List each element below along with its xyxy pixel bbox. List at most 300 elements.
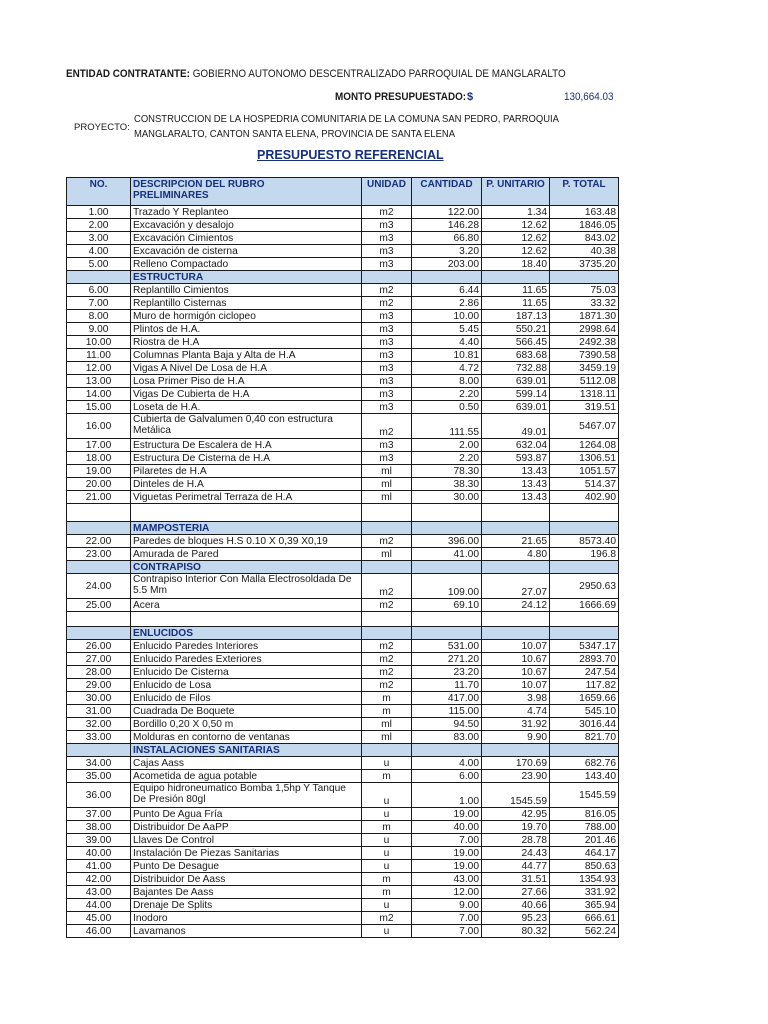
item-number: 36.00 <box>67 783 131 808</box>
item-quantity: 146.28 <box>412 219 482 232</box>
item-quantity: 1.00 <box>412 783 482 808</box>
section-cell <box>482 271 550 284</box>
item-quantity: 10.00 <box>412 310 482 323</box>
item-description: Dinteles de H.A <box>131 478 362 491</box>
item-unit: m3 <box>362 401 412 414</box>
item-number: 24.00 <box>67 574 131 599</box>
section-label: MAMPOSTERIA <box>131 522 362 535</box>
spacer-cell <box>67 504 131 522</box>
item-total: 1871.30 <box>550 310 619 323</box>
item-unit-price: 593.87 <box>482 452 550 465</box>
item-description: Columnas Planta Baja y Alta de H.A <box>131 349 362 362</box>
item-number: 38.00 <box>67 821 131 834</box>
table-row <box>67 912 619 925</box>
item-unit: ml <box>362 718 412 731</box>
item-quantity: 0.50 <box>412 401 482 414</box>
table-row <box>67 349 619 362</box>
item-quantity: 5.45 <box>412 323 482 336</box>
table-row <box>67 401 619 414</box>
item-unit: m2 <box>362 599 412 612</box>
item-unit: m3 <box>362 336 412 349</box>
item-total: 331.92 <box>550 886 619 899</box>
item-total: 1666.69 <box>550 599 619 612</box>
item-total: 464.17 <box>550 847 619 860</box>
item-unit: m2 <box>362 912 412 925</box>
item-number: 2.00 <box>67 219 131 232</box>
item-number: 4.00 <box>67 245 131 258</box>
item-unit-price: 13.43 <box>482 478 550 491</box>
entidad-line <box>66 68 621 80</box>
table-row <box>67 245 619 258</box>
item-unit: ml <box>362 465 412 478</box>
item-unit: m2 <box>362 414 412 439</box>
table-row <box>67 873 619 886</box>
item-number: 34.00 <box>67 757 131 770</box>
item-quantity: 4.40 <box>412 336 482 349</box>
item-quantity: 203.00 <box>412 258 482 271</box>
table-row <box>67 219 619 232</box>
item-unit: ml <box>362 491 412 504</box>
item-description: Acometida de agua potable <box>131 770 362 783</box>
item-unit: m3 <box>362 439 412 452</box>
item-unit-price: 3.98 <box>482 692 550 705</box>
item-description: Replantillo Cisternas <box>131 297 362 310</box>
table-row <box>67 388 619 401</box>
item-unit-price: 80.32 <box>482 925 550 938</box>
item-total: 2893.70 <box>550 653 619 666</box>
item-unit-price: 12.62 <box>482 245 550 258</box>
item-description: Losa Primer Piso de H.A <box>131 375 362 388</box>
item-total: 5347.17 <box>550 640 619 653</box>
item-total: 1545.59 <box>550 783 619 808</box>
table-row <box>67 452 619 465</box>
item-unit: m3 <box>362 362 412 375</box>
item-quantity: 40.00 <box>412 821 482 834</box>
table-row <box>67 574 619 599</box>
item-total: 8573.40 <box>550 535 619 548</box>
item-description: Estructura De Escalera de H.A <box>131 439 362 452</box>
item-description: Instalación De Piezas Sanitarias <box>131 847 362 860</box>
section-cell <box>362 271 412 284</box>
table-row <box>67 375 619 388</box>
item-number: 43.00 <box>67 886 131 899</box>
item-unit-price: 639.01 <box>482 375 550 388</box>
col-header-no: NO. <box>67 178 131 206</box>
item-description: Cubierta de Galvalumen 0,40 con estructura Metálica <box>131 414 362 439</box>
item-description: Enlucido de Losa <box>131 679 362 692</box>
item-quantity: 83.00 <box>412 731 482 744</box>
item-unit-price: 31.92 <box>482 718 550 731</box>
item-total: 402.90 <box>550 491 619 504</box>
item-description: Bordillo 0,20 X 0,50 m <box>131 718 362 731</box>
item-total: 821.70 <box>550 731 619 744</box>
table-row <box>67 757 619 770</box>
item-unit-price: 31.51 <box>482 873 550 886</box>
table-row <box>67 206 619 219</box>
item-total: 33.32 <box>550 297 619 310</box>
item-total: 1354.93 <box>550 873 619 886</box>
item-quantity: 43.00 <box>412 873 482 886</box>
item-number: 46.00 <box>67 925 131 938</box>
item-total: 319.51 <box>550 401 619 414</box>
item-number: 45.00 <box>67 912 131 925</box>
spacer-row <box>67 504 619 522</box>
section-cell <box>412 627 482 640</box>
item-unit: m2 <box>362 206 412 219</box>
item-description: Contrapiso Interior Con Malla Electrosoldada De 5.5 Mm <box>131 574 362 599</box>
item-description: Excavación Cimientos <box>131 232 362 245</box>
item-description: Estructura De Cisterna de H.A <box>131 452 362 465</box>
spacer-cell <box>362 504 412 522</box>
table-row <box>67 310 619 323</box>
section-cell <box>412 744 482 757</box>
section-cell <box>482 522 550 535</box>
item-total: 3735.20 <box>550 258 619 271</box>
item-number: 33.00 <box>67 731 131 744</box>
item-total: 75.03 <box>550 284 619 297</box>
item-number: 19.00 <box>67 465 131 478</box>
item-total: 3016.44 <box>550 718 619 731</box>
item-unit-price: 550.21 <box>482 323 550 336</box>
section-cell <box>67 561 131 574</box>
item-total: 2950.63 <box>550 574 619 599</box>
item-unit: ml <box>362 731 412 744</box>
item-description: Lavamanos <box>131 925 362 938</box>
col-header-unidad: UNIDAD <box>362 178 412 206</box>
item-description: Enlucido de Filos <box>131 692 362 705</box>
item-total: 682.76 <box>550 757 619 770</box>
item-unit: m2 <box>362 535 412 548</box>
item-number: 35.00 <box>67 770 131 783</box>
section-cell <box>550 744 619 757</box>
item-unit: m3 <box>362 452 412 465</box>
section-cell <box>412 522 482 535</box>
table-row <box>67 783 619 808</box>
item-total: 1306.51 <box>550 452 619 465</box>
table-row <box>67 834 619 847</box>
spacer-cell <box>482 504 550 522</box>
item-description: Viguetas Perimetral Terraza de H.A <box>131 491 362 504</box>
item-quantity: 417.00 <box>412 692 482 705</box>
item-quantity: 4.72 <box>412 362 482 375</box>
item-unit-price: 24.43 <box>482 847 550 860</box>
item-number: 41.00 <box>67 860 131 873</box>
item-number: 15.00 <box>67 401 131 414</box>
table-row <box>67 535 619 548</box>
col-header-desc-label: DESCRIPCION DEL RUBRO <box>133 179 265 190</box>
item-unit-price: 13.43 <box>482 491 550 504</box>
item-unit-price: 28.78 <box>482 834 550 847</box>
item-unit-price: 1545.59 <box>482 783 550 808</box>
item-number: 14.00 <box>67 388 131 401</box>
item-total: 1318.11 <box>550 388 619 401</box>
spacer-row <box>67 612 619 627</box>
section-cell <box>482 627 550 640</box>
spacer-cell <box>412 612 482 627</box>
item-unit: m <box>362 821 412 834</box>
table-row <box>67 886 619 899</box>
item-unit: m2 <box>362 284 412 297</box>
col-header-desc <box>131 178 362 206</box>
item-number: 27.00 <box>67 653 131 666</box>
item-number: 18.00 <box>67 452 131 465</box>
item-unit: m <box>362 705 412 718</box>
item-description: Relleno Compactado <box>131 258 362 271</box>
item-quantity: 3.20 <box>412 245 482 258</box>
item-quantity: 109.00 <box>412 574 482 599</box>
item-description: Acera <box>131 599 362 612</box>
table-row <box>67 692 619 705</box>
section-cell <box>362 744 412 757</box>
item-unit: m <box>362 873 412 886</box>
section-cell <box>67 522 131 535</box>
item-unit-price: 49.01 <box>482 414 550 439</box>
item-unit-price: 12.62 <box>482 219 550 232</box>
item-number: 30.00 <box>67 692 131 705</box>
item-total: 201.46 <box>550 834 619 847</box>
item-unit: m3 <box>362 232 412 245</box>
item-quantity: 2.20 <box>412 388 482 401</box>
item-description: Bajantes De Aass <box>131 886 362 899</box>
item-description: Punto De Agua Fría <box>131 808 362 821</box>
item-number: 21.00 <box>67 491 131 504</box>
item-unit: u <box>362 847 412 860</box>
item-description: Cuadrada De Boquete <box>131 705 362 718</box>
item-description: Equipo hidroneumatico Bomba 1,5hp Y Tanque De Presión 80gl <box>131 783 362 808</box>
spacer-cell <box>550 504 619 522</box>
item-unit: m3 <box>362 349 412 362</box>
item-quantity: 69.10 <box>412 599 482 612</box>
item-total: 247.54 <box>550 666 619 679</box>
item-unit-price: 21.65 <box>482 535 550 548</box>
item-unit-price: 44.77 <box>482 860 550 873</box>
item-unit-price: 639.01 <box>482 401 550 414</box>
item-description: Enlucido Paredes Exteriores <box>131 653 362 666</box>
item-unit: m2 <box>362 679 412 692</box>
item-quantity: 94.50 <box>412 718 482 731</box>
item-number: 5.00 <box>67 258 131 271</box>
item-unit: m2 <box>362 640 412 653</box>
spacer-cell <box>482 612 550 627</box>
item-number: 10.00 <box>67 336 131 349</box>
item-description: Plintos de H.A. <box>131 323 362 336</box>
item-total: 5467.07 <box>550 414 619 439</box>
item-unit-price: 42.95 <box>482 808 550 821</box>
item-unit-price: 19.70 <box>482 821 550 834</box>
item-quantity: 10.81 <box>412 349 482 362</box>
item-number: 28.00 <box>67 666 131 679</box>
item-quantity: 7.00 <box>412 834 482 847</box>
item-quantity: 115.00 <box>412 705 482 718</box>
item-number: 44.00 <box>67 899 131 912</box>
item-quantity: 38.30 <box>412 478 482 491</box>
item-number: 20.00 <box>67 478 131 491</box>
spacer-cell <box>67 612 131 627</box>
item-total: 788.00 <box>550 821 619 834</box>
spacer-cell <box>362 612 412 627</box>
item-quantity: 122.00 <box>412 206 482 219</box>
table-row <box>67 770 619 783</box>
item-unit-price: 11.65 <box>482 284 550 297</box>
item-quantity: 19.00 <box>412 860 482 873</box>
table-row <box>67 679 619 692</box>
item-unit: m <box>362 692 412 705</box>
item-total: 196.8 <box>550 548 619 561</box>
item-unit-price: 27.07 <box>482 574 550 599</box>
monto-value: 130,664.03 <box>564 91 614 103</box>
table-row <box>67 847 619 860</box>
item-quantity: 8.00 <box>412 375 482 388</box>
table-row <box>67 821 619 834</box>
item-description: Drenaje De Splits <box>131 899 362 912</box>
item-total: 2492.38 <box>550 336 619 349</box>
table-row <box>67 666 619 679</box>
item-description: Paredes de bloques H.S 0.10 X 0,39 X0,19 <box>131 535 362 548</box>
item-unit: u <box>362 834 412 847</box>
item-quantity: 111.55 <box>412 414 482 439</box>
item-number: 39.00 <box>67 834 131 847</box>
section-row <box>67 561 619 574</box>
table-row <box>67 336 619 349</box>
section-label: CONTRAPISO <box>131 561 362 574</box>
currency-symbol: $ <box>467 91 474 103</box>
proyecto-line-2: MANGLARALTO, CANTON SANTA ELENA, PROVINCIA DE SANTA ELENA <box>134 128 456 140</box>
item-number: 32.00 <box>67 718 131 731</box>
item-total: 143.40 <box>550 770 619 783</box>
section-cell <box>482 744 550 757</box>
col-header-cantidad: CANTIDAD <box>412 178 482 206</box>
item-unit-price: 10.67 <box>482 666 550 679</box>
item-description: Punto De Desague <box>131 860 362 873</box>
section-cell <box>550 522 619 535</box>
item-unit-price: 18.40 <box>482 258 550 271</box>
table-header-row <box>67 178 619 206</box>
item-number: 11.00 <box>67 349 131 362</box>
item-description: Loseta de H.A. <box>131 401 362 414</box>
item-quantity: 23.20 <box>412 666 482 679</box>
item-number: 6.00 <box>67 284 131 297</box>
section-header-preliminares: PRELIMINARES <box>133 190 209 201</box>
table-row <box>67 465 619 478</box>
item-quantity: 7.00 <box>412 912 482 925</box>
table-row <box>67 478 619 491</box>
item-unit-price: 1.34 <box>482 206 550 219</box>
table-row <box>67 599 619 612</box>
table-row <box>67 640 619 653</box>
table-row <box>67 860 619 873</box>
item-unit-price: 170.69 <box>482 757 550 770</box>
section-row <box>67 271 619 284</box>
item-unit-price: 683.68 <box>482 349 550 362</box>
table-row <box>67 439 619 452</box>
item-description: Enlucido Paredes Interiores <box>131 640 362 653</box>
item-unit: u <box>362 925 412 938</box>
item-unit: m2 <box>362 653 412 666</box>
item-unit: m2 <box>362 574 412 599</box>
item-quantity: 531.00 <box>412 640 482 653</box>
item-unit: m2 <box>362 666 412 679</box>
table-row <box>67 653 619 666</box>
item-total: 1659.66 <box>550 692 619 705</box>
item-number: 12.00 <box>67 362 131 375</box>
item-total: 365.94 <box>550 899 619 912</box>
item-description: Llaves De Control <box>131 834 362 847</box>
item-quantity: 4.00 <box>412 757 482 770</box>
item-unit: u <box>362 899 412 912</box>
table-row <box>67 362 619 375</box>
item-unit-price: 599.14 <box>482 388 550 401</box>
page-title: PRESUPUESTO REFERENCIAL <box>257 148 444 162</box>
item-quantity: 41.00 <box>412 548 482 561</box>
item-unit: u <box>362 860 412 873</box>
section-cell <box>362 561 412 574</box>
section-row <box>67 744 619 757</box>
table-row <box>67 705 619 718</box>
item-description: Vigas A Nivel De Losa de H.A <box>131 362 362 375</box>
section-cell <box>362 522 412 535</box>
item-quantity: 2.86 <box>412 297 482 310</box>
table-row <box>67 323 619 336</box>
item-number: 16.00 <box>67 414 131 439</box>
item-description: Distribuidor De Aass <box>131 873 362 886</box>
section-row <box>67 522 619 535</box>
item-description: Vigas De Cubierta de H.A <box>131 388 362 401</box>
item-total: 163.48 <box>550 206 619 219</box>
item-unit-price: 566.45 <box>482 336 550 349</box>
section-cell <box>67 271 131 284</box>
item-number: 26.00 <box>67 640 131 653</box>
item-number: 42.00 <box>67 873 131 886</box>
item-description: Cajas Aass <box>131 757 362 770</box>
monto-label: MONTO PRESUPUESTADO: <box>335 91 467 103</box>
section-label: ENLUCIDOS <box>131 627 362 640</box>
item-description: Distribuidor De AaPP <box>131 821 362 834</box>
item-unit: m3 <box>362 310 412 323</box>
item-unit-price: 4.80 <box>482 548 550 561</box>
item-unit-price: 4.74 <box>482 705 550 718</box>
item-unit: ml <box>362 478 412 491</box>
spacer-cell <box>131 612 362 627</box>
item-unit-price: 40.66 <box>482 899 550 912</box>
section-cell <box>362 627 412 640</box>
item-unit: ml <box>362 548 412 561</box>
item-unit: m <box>362 770 412 783</box>
item-quantity: 66.80 <box>412 232 482 245</box>
item-number: 1.00 <box>67 206 131 219</box>
item-number: 37.00 <box>67 808 131 821</box>
item-unit: m3 <box>362 245 412 258</box>
item-quantity: 396.00 <box>412 535 482 548</box>
item-unit: u <box>362 783 412 808</box>
item-unit: m3 <box>362 258 412 271</box>
item-description: Riostra de H.A <box>131 336 362 349</box>
table-row <box>67 925 619 938</box>
col-header-unitario: P. UNITARIO <box>482 178 550 206</box>
item-number: 40.00 <box>67 847 131 860</box>
item-unit: u <box>362 757 412 770</box>
table-row <box>67 491 619 504</box>
item-quantity: 7.00 <box>412 925 482 938</box>
item-total: 545.10 <box>550 705 619 718</box>
spacer-cell <box>131 504 362 522</box>
item-number: 22.00 <box>67 535 131 548</box>
item-total: 562.24 <box>550 925 619 938</box>
section-cell <box>412 561 482 574</box>
item-number: 25.00 <box>67 599 131 612</box>
item-description: Molduras en contorno de ventanas <box>131 731 362 744</box>
item-unit-price: 10.67 <box>482 653 550 666</box>
spacer-cell <box>550 612 619 627</box>
